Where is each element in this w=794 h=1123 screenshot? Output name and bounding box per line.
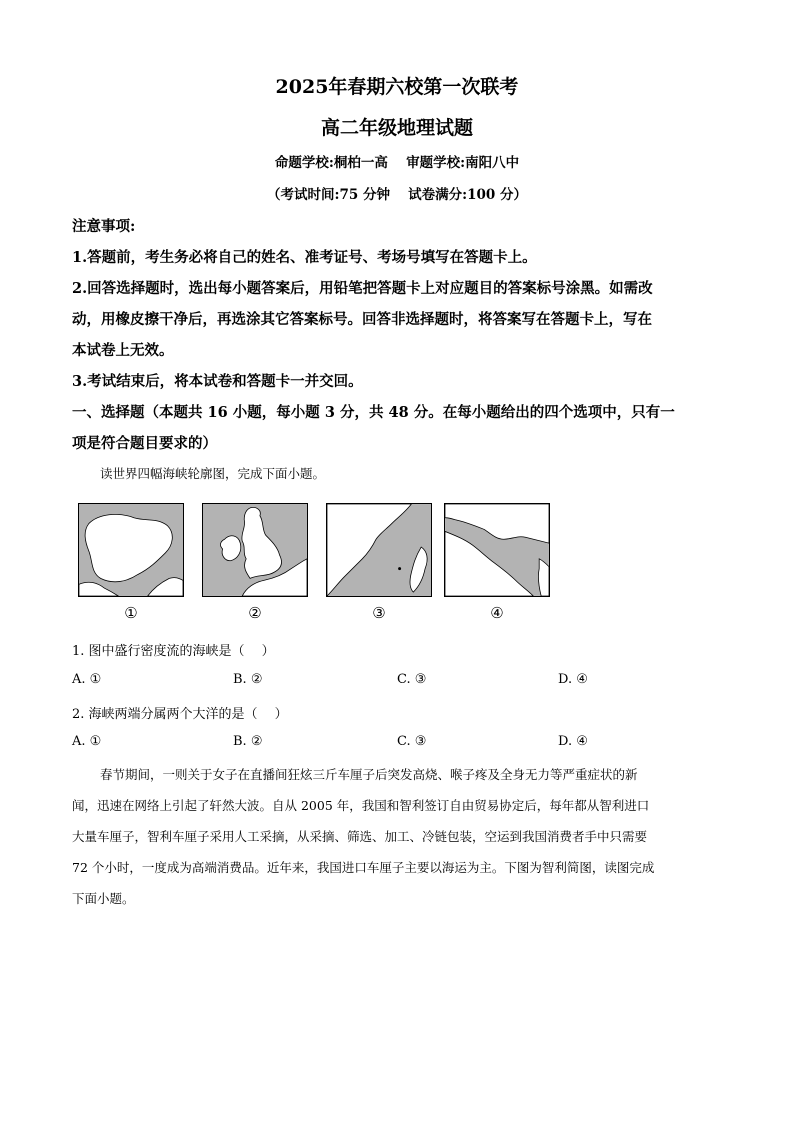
strait-map-2 (202, 503, 308, 597)
question-1-stem: 1. 图中盛行密度流的海峡是（ ） (72, 644, 275, 659)
notice-heading: 注意事项: (72, 218, 136, 235)
passage-line-5: 下面小题。 (72, 891, 135, 906)
map-label-1: ① (124, 604, 138, 622)
exam-title: 2025年春期六校第一次联考 (275, 76, 519, 98)
strait-map-4 (444, 503, 550, 597)
question-2-option-c: C. ③ (397, 734, 427, 749)
section-heading-line-1: 一、选择题（本题共 16 小题，每小题 3 分，共 48 分。在每小题给出的四个选项中，只有一 (72, 404, 675, 421)
passage-line-2: 闻，迅速在网络上引起了轩然大波。自从 2005 年，我国和智利签订自由贸易协定后，每年都从智利进口 (72, 798, 650, 813)
question-1-option-d: D. ④ (558, 672, 588, 687)
notice-item-2-line-2: 动，用橡皮擦干净后，再选涂其它答案标号。回答非选择题时，将答案写在答题卡上，写在 (72, 311, 652, 328)
question-1-option-b: B. ② (233, 672, 263, 687)
question-2-option-b: B. ② (233, 734, 263, 749)
map-label-2: ② (248, 604, 262, 622)
exam-info: （考试时间:75 分钟 试卷满分:100 分） (266, 187, 528, 203)
passage-line-3: 大量车厘子，智利车厘子采用人工采摘，从采摘、筛选、加工、冷链包装，空运到我国消费者手中只需要 (72, 829, 648, 844)
strait-map-3 (326, 503, 432, 597)
map-label-4: ④ (490, 604, 504, 622)
question-1-option-a: A. ① (72, 672, 102, 687)
notice-item-1: 1.答题前，考生务必将自己的姓名、准考证号、考场号填写在答题卡上。 (72, 249, 537, 266)
notice-item-2-line-3: 本试卷上无效。 (72, 342, 174, 359)
exam-subtitle: 高二年级地理试题 (320, 117, 473, 139)
question-2-option-a: A. ① (72, 734, 102, 749)
section-heading-line-2: 项是符合题目要求的） (72, 435, 217, 452)
question-1-option-c: C. ③ (397, 672, 427, 687)
question-2-option-d: D. ④ (558, 734, 588, 749)
question-2-stem: 2. 海峡两端分属两个大洋的是（ ） (72, 707, 288, 722)
passage-line-1: 春节期间，一则关于女子在直播间狂炫三斤车厘子后突发高烧、喉子疼及全身无力等严重症状的新 (100, 767, 638, 782)
school-info: 命题学校:桐柏一高 审题学校:南阳八中 (274, 155, 520, 171)
map-intro: 读世界四幅海峡轮廓图，完成下面小题。 (100, 466, 326, 481)
map-label-3: ③ (372, 604, 386, 622)
notice-item-2-line-1: 2.回答选择题时，选出每小题答案后，用铅笔把答题卡上对应题目的答案标号涂黑。如需改 (72, 280, 653, 297)
strait-map-1 (78, 503, 184, 597)
passage-line-4: 72 个小时，一度成为高端消费品。近年来，我国进口车厘子主要以海运为主。下图为智利简图，读图完成 (72, 860, 655, 875)
notice-item-3: 3.考试结束后，将本试卷和答题卡一并交回。 (72, 373, 363, 390)
